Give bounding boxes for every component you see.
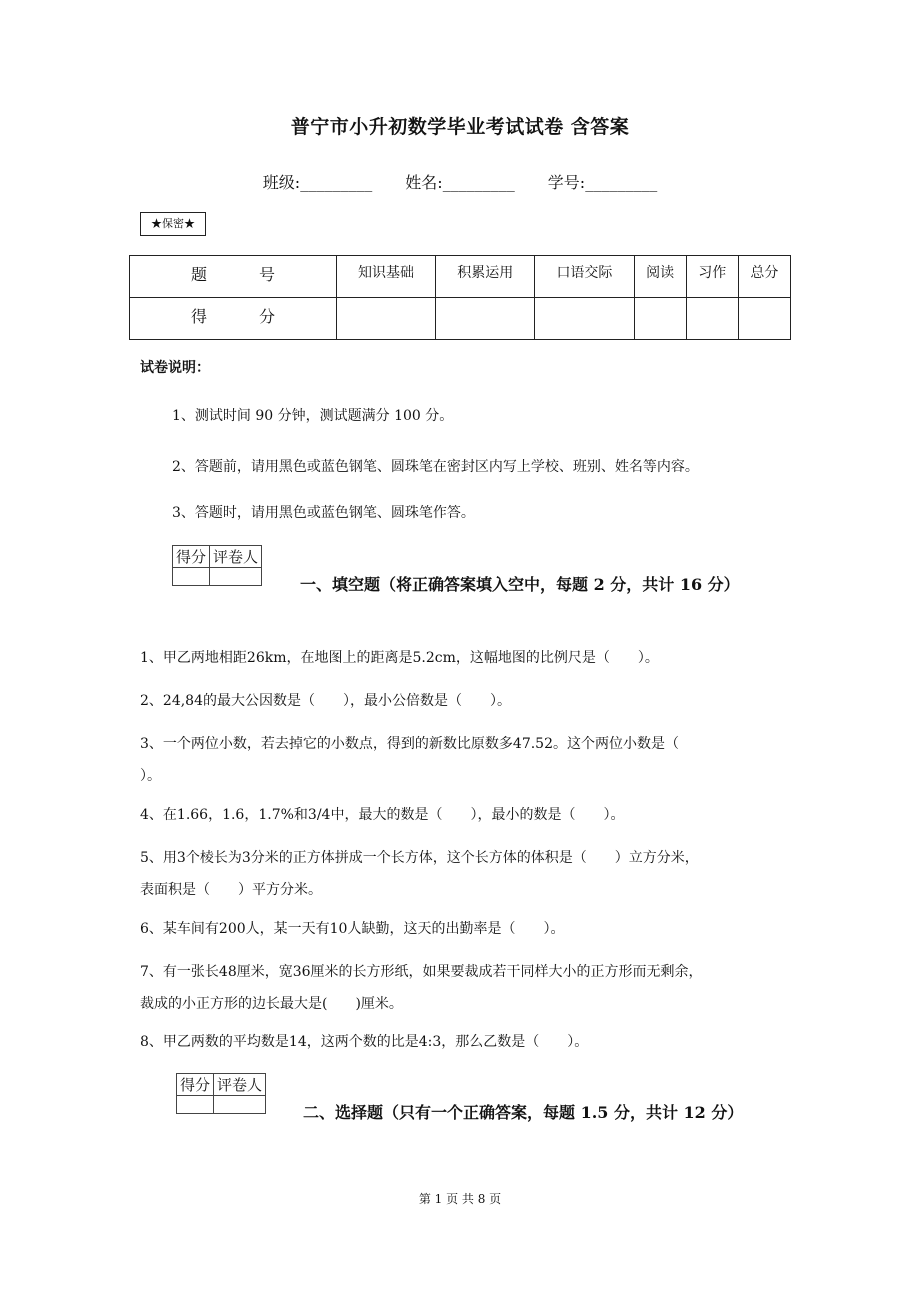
grader-box [176, 1073, 266, 1114]
grader-box-blank[interactable] [214, 1096, 266, 1114]
confidential-stamp: ★保密★ [140, 212, 206, 236]
question-item: 2、24,84的最大公因数是（ ），最小公倍数是（ ）。 [140, 693, 511, 709]
question-item: 8、甲乙两数的平均数是14，这两个数的比是4:3，那么乙数是（ ）。 [140, 1034, 589, 1050]
grader-box-blank[interactable] [177, 1096, 214, 1114]
score-table-cell: 积累运用 [436, 256, 535, 298]
student-info-line [0, 170, 920, 193]
class-field: 班级:_________ [262, 173, 373, 192]
question-item: 4、在1.66，1.6，1.7%和3/4中，最大的数是（ ），最小的数是（ ）。 [140, 807, 625, 823]
score-table-cell: 题 号 [130, 256, 337, 298]
grader-box-score-label: 得分 [177, 1074, 214, 1096]
instructions-heading: 试卷说明： [140, 360, 210, 376]
score-table-cell: 得 分 [130, 298, 337, 340]
question-item: 3、一个两位小数，若去掉它的小数点，得到的新数比原数多47.52。这个两位小数是（ ）。 [140, 736, 679, 784]
question-item: 6、某车间有200人，某一天有10人缺勤，这天的出勤率是（ ）。 [140, 921, 565, 937]
score-blank-cell[interactable] [535, 298, 634, 340]
score-blank-cell[interactable] [336, 298, 435, 340]
score-table-header-row [130, 256, 791, 298]
name-field: 姓名:_________ [405, 173, 515, 192]
grader-box-grader-label: 评卷人 [214, 1074, 266, 1096]
grader-box-grader-label: 评卷人 [210, 546, 262, 568]
instruction-item: 3、答题时，请用黑色或蓝色钢笔、圆珠笔作答。 [172, 505, 475, 521]
grader-box-blank[interactable] [173, 568, 210, 586]
score-table [129, 255, 791, 340]
instruction-item: 2、答题前，请用黑色或蓝色钢笔、圆珠笔在密封区内写上学校、班别、姓名等内容。 [172, 459, 699, 475]
score-blank-cell[interactable] [436, 298, 535, 340]
section-2-heading: 二、选择题（只有一个正确答案，每题 1.5 分，共计 12 分） [303, 1103, 744, 1122]
score-table-cell: 知识基础 [336, 256, 435, 298]
score-blank-cell[interactable] [738, 298, 790, 340]
page-title: 普宁市小升初数学毕业考试试卷 含答案 [290, 116, 630, 138]
grader-box-blank[interactable] [210, 568, 262, 586]
student-id-field: 学号:_________ [547, 173, 658, 192]
instruction-item: 1、测试时间 90 分钟，测试题满分 100 分。 [172, 408, 454, 424]
score-table-score-row [130, 298, 791, 340]
page-footer: 第 1 页 共 8 页 [418, 1192, 502, 1206]
score-blank-cell[interactable] [634, 298, 686, 340]
score-blank-cell[interactable] [686, 298, 738, 340]
question-item: 1、甲乙两地相距26km，在地图上的距离是5.2cm，这幅地图的比例尺是（ ）。 [140, 650, 659, 666]
grader-box-score-label: 得分 [173, 546, 210, 568]
score-table-cell: 阅读 [634, 256, 686, 298]
question-item: 7、有一张长48厘米，宽36厘米的长方形纸，如果要裁成若干同样大小的正方形而无剩余， 裁成的小正方形的边长最大是( )厘米。 [140, 964, 703, 1012]
score-table-cell: 口语交际 [535, 256, 634, 298]
score-table-cell: 总分 [738, 256, 790, 298]
question-item: 5、用3个棱长为3分米的正方体拼成一个长方体，这个长方体的体积是（ ）立方分米， 表面积是（ ）平方分米。 [140, 850, 699, 898]
section-1-heading: 一、填空题（将正确答案填入空中，每题 2 分，共计 16 分） [300, 575, 740, 594]
score-table-cell: 习作 [686, 256, 738, 298]
grader-box [172, 545, 262, 586]
